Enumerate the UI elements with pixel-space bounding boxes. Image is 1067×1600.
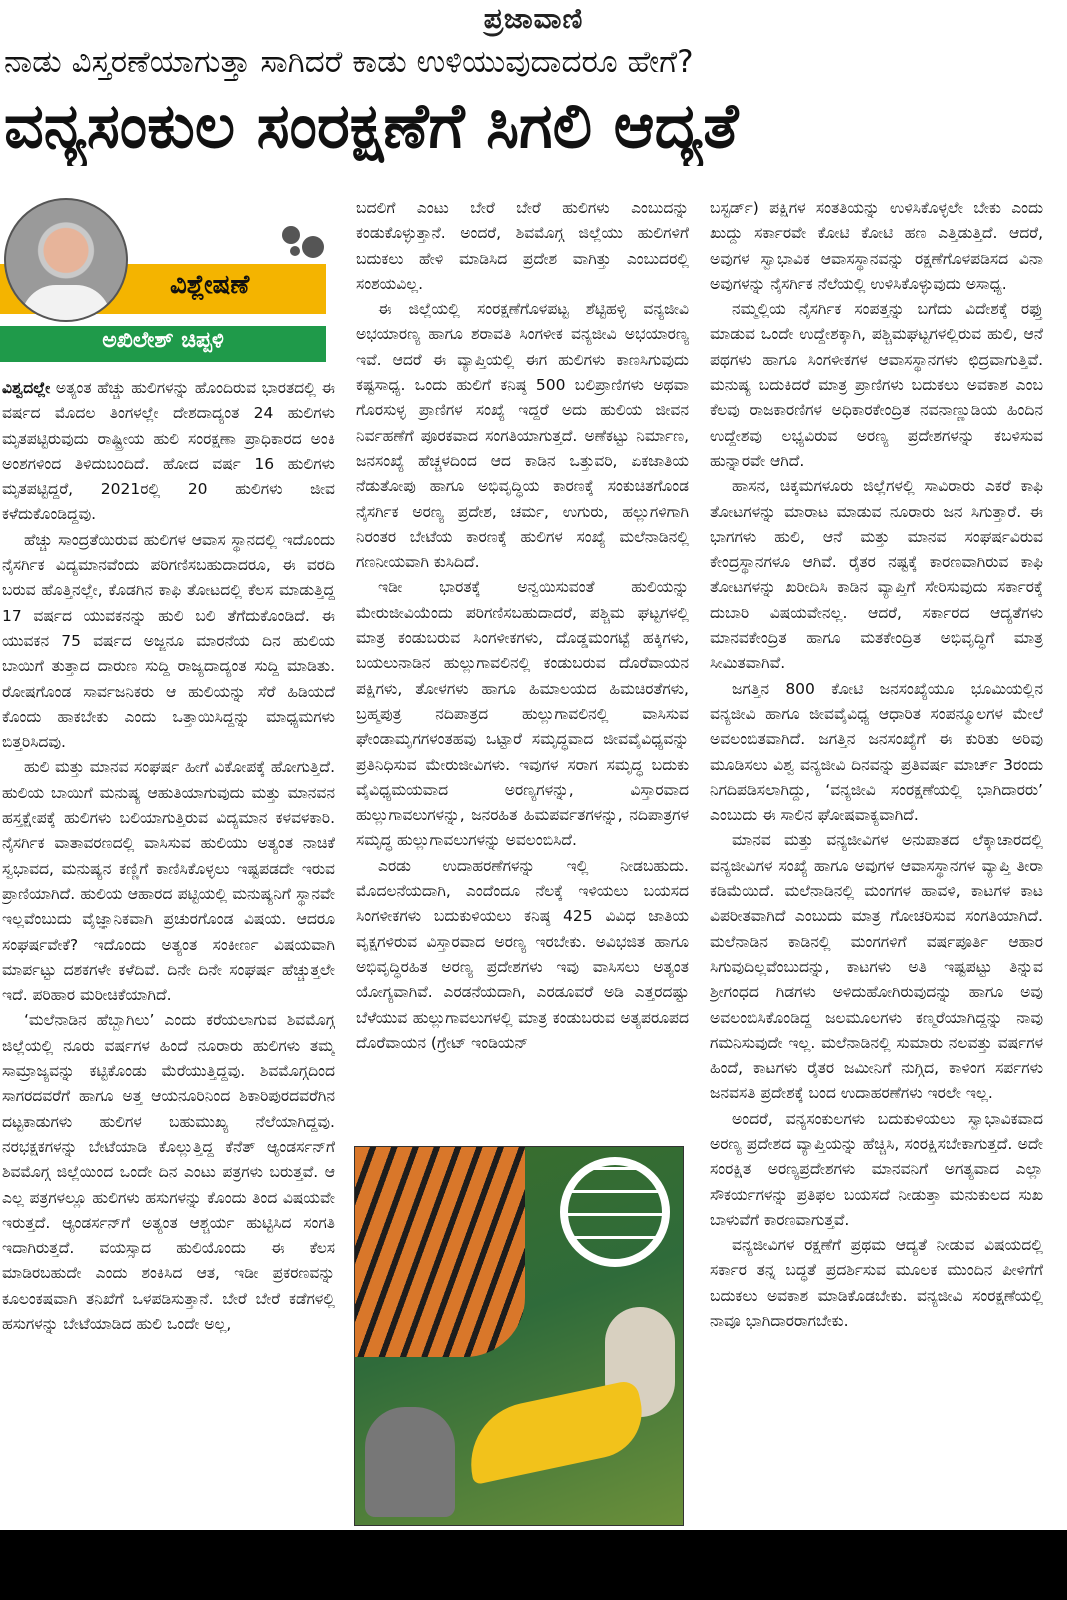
globe-emblem-icon <box>560 1157 670 1267</box>
author-name: ಅಖಿಲೇಶ್ ಚಿಪ್ಪಳಿ <box>102 328 224 353</box>
bottom-black-bar <box>0 1530 1067 1600</box>
article-headline: ವನ್ಯಸಂಕುಲ ಸಂರಕ್ಷಣೆಗೆ ಸಿಗಲಿ ಆದ್ಯತೆ <box>4 89 739 162</box>
lead-word: ವಿಶ್ವದಲ್ಲೇ <box>2 379 51 397</box>
article-paragraph: ಬದಲಿಗೆ ಎಂಟು ಬೇರೆ ಬೇರೆ ಹುಲಿಗಳು ಎಂಬುದನ್ನು ಕಂಡುಕೊಳ್ಳುತ್ತಾನೆ. ಅಂದರೆ, ಶಿವಮೊಗ್ಗ ಜಿಲ್ಲೆಯು ಹುಲಿಗಳಿಗೆ ಬದುಕಲು ಹೇಳಿ ಮಾಡಿಸಿದ ಪ್ರದೇಶ ವಾಗಿತ್ತು ಎಂಬುದರಲ್ಲಿ ಸಂಶಯವಿಲ್ಲ. <box>356 199 689 293</box>
article-column-3 <box>710 196 1043 1528</box>
article-paragraph: ಇಡೀ ಭಾರತಕ್ಕೆ ಅನ್ವಯಿಸುವಂತೆ ಹುಲಿಯನ್ನು ಮೇರುಜೀವಿಯೆಂದು ಪರಿಗಣಿಸಬಹುದಾದರೆ, ಪಶ್ಚಿಮ ಘಟ್ಟಗಳಲ್ಲಿ ಮಾತ್ರ ಕಂಡುಬರುವ ಸಿಂಗಳೀಕಗಳು, ದೊಡ್ಡಮಂಗಟ್ಟೆ ಹಕ್ಕಿಗಳು, ಬಯಲುನಾಡಿನ ಹುಲ್ಲುಗಾವಲಿನಲ್ಲಿ ಕಂಡುಬರುವ ದೊರೆವಾಯನ ಪಕ್ಷಿಗಳು, ತೋಳಗಳು ಹಾಗೂ ಹಿಮಾಲಯದ ಹಿಮಚಿರತೆಗಳು, ಬ್ರಹ್ಮಪುತ್ರ ನದಿಪಾತ್ರದ ಹುಲ್ಲುಗಾವಲಿನಲ್ಲಿ ವಾಸಿಸುವ ಘೇಂಡಾಮೃಗಗಳಂತಹವು ಒಟ್ಟಾರೆ ಸಮೃದ್ಧವಾದ ಜೀವವೈವಿಧ್ಯವನ್ನು ಪ್ರತಿನಿಧಿಸುವ ಮೇರುಜೀವಿಗಳು. ಇವುಗಳ ಸರಾಗ ಸಮೃದ್ಧ ಬದುಕು ವೈವಿಧ್ಯಮಯವಾದ ಅರಣ್ಯಗಳನ್ನು, ವಿಸ್ತಾರವಾದ ಹುಲ್ಲುಗಾವಲುಗಳನ್ನು, ಜನರಹಿತ ಹಿಮಪರ್ವತಗಳನ್ನು, ನದಿಪಾತ್ರಗಳ ಸಮೃದ್ಧ ಹುಲ್ಲುಗಾವಲುಗಳನ್ನು ಅವಲಂಬಿಸಿದೆ. <box>356 578 689 850</box>
article-paragraph <box>2 376 335 528</box>
article-paragraph: ನಮ್ಮಲ್ಲಿಯ ನೈಸರ್ಗಿಕ ಸಂಪತ್ತನ್ನು ಬಗೆದು ವಿದೇಶಕ್ಕೆ ರಫ್ತು ಮಾಡುವ ಒಂದೇ ಉದ್ದೇಶಕ್ಕಾಗಿ, ಪಶ್ಚಿಮಘಟ್ಟಗಳಲ್ಲಿರುವ ಹುಲಿ, ಆನೆ ಪಥಗಳು ಹಾಗೂ ಸಿಂಗಳೀಕಗಳ ಆವಾಸಸ್ಥಾನಗಳು ಛಿದ್ರವಾಗುತ್ತಿವೆ. ಮನುಷ್ಯ ಬದುಕಿದರೆ ಮಾತ್ರ ಪ್ರಾಣಿಗಳು ಬದುಕಲು ಅವಕಾಶ ಎಂಬ ಕೆಲವು ರಾಜಕಾರಣಿಗಳ ಅಧಿಕಾರಕೇಂದ್ರಿತ ನವನಾಣ್ಣುಡಿಯ ಹಿಂದಿನ ಉದ್ದೇಶವು ಲಭ್ಯವಿರುವ ಅರಣ್ಯ ಪ್ರದೇಶಗಳನ್ನು ಕಬಳಿಸುವ ಹುನ್ನಾರವೇ ಆಗಿದೆ. <box>710 300 1043 470</box>
author-block <box>0 196 330 366</box>
article-paragraph: ಜಗತ್ತಿನ 800 ಕೋಟಿ ಜನಸಂಖ್ಯೆಯೂ ಭೂಮಿಯಲ್ಲಿನ ವನ್ಯಜೀವಿ ಹಾಗೂ ಜೀವವೈವಿಧ್ಯ ಆಧಾರಿತ ಸಂಪನ್ಮೂಲಗಳ ಮೇಲೆ ಅವಲಂಬಿತವಾಗಿದೆ. ಜಗತ್ತಿನ ಜನಸಂಖ್ಯೆಗೆ ಈ ಕುರಿತು ಅರಿವು ಮೂಡಿಸಲು ವಿಶ್ವ ವನ್ಯಜೀವಿ ದಿನವನ್ನು ಪ್ರತಿವರ್ಷ ಮಾರ್ಚ್ 3ರಂದು ನಿಗದಿಪಡಿಸಲಾಗಿದ್ದು, ‘ವನ್ಯಜೀವಿ ಸಂರಕ್ಷಣೆಯಲ್ಲಿ ಭಾಗಿದಾರರು’ ಎಂಬುದು ಈ ಸಾಲಿನ ಘೋಷವಾಕ್ಯವಾಗಿದೆ. <box>710 679 1043 825</box>
hornbill-illustration <box>460 1379 651 1485</box>
article-paragraph: ವನ್ಯಜೀವಿಗಳ ರಕ್ಷಣೆಗೆ ಪ್ರಥಮ ಆದ್ಯತೆ ನೀಡುವ ವಿಷಯದಲ್ಲಿ ಸರ್ಕಾರ ತನ್ನ ಬದ್ಧತೆ ಪ್ರದರ್ಶಿಸುವ ಮೂಲಕ ಮುಂದಿನ ಪೀಳಿಗೆಗೆ ಬದುಕಲು ಅವಕಾಶ ಮಾಡಿಕೊಡಬೇಕು. ವನ್ಯಜೀವಿ ಸಂರಕ್ಷಣೆಯಲ್ಲಿ ನಾವೂ ಭಾಗಿದಾರರಾಗಬೇಕು. <box>710 1236 1043 1331</box>
author-photo <box>4 198 128 322</box>
article-paragraph: ಹೆಚ್ಚು ಸಾಂದ್ರತೆಯಿರುವ ಹುಲಿಗಳ ಆವಾಸ ಸ್ಥಾನದಲ್ಲಿ ಇದೊಂದು ನೈಸರ್ಗಿಕ ವಿದ್ಯಮಾನವೆಂದು ಪರಿಗಣಿಸಬಹುದಾದರೂ, ಈ ವರದಿ ಬರುವ ಹೊತ್ತಿನಲ್ಲೇ, ಕೊಡಗಿನ ಕಾಫಿ ತೋಟದಲ್ಲಿ ಕೆಲಸ ಮಾಡುತ್ತಿದ್ದ 17 ವರ್ಷದ ಯುವಕನನ್ನು ಹುಲಿ ಬಲಿ ತೆಗೆದುಕೊಂಡಿದೆ. ಈ ಯುವಕನ 75 ವರ್ಷದ ಅಜ್ಜನೂ ಮಾರನೆಯ ದಿನ ಹುಲಿಯ ಬಾಯಿಗೆ ತುತ್ತಾದ ದಾರುಣ ಸುದ್ದಿ ರಾಜ್ಯದಾದ್ಯಂತ ಸುದ್ದಿ ಮಾಡಿತು. ರೋಷಗೊಂಡ ಸಾರ್ವಜನಿಕರು ಆ ಹುಲಿಯನ್ನು ಸೆರೆ ಹಿಡಿಯದೆ ಕೊಂದು ಹಾಕಬೇಕು ಎಂದು ಒತ್ತಾಯಿಸಿದ್ದನ್ನು ಮಾಧ್ಯಮಗಳು ಬಿತ್ತರಿಸಿದವು. <box>2 530 335 752</box>
article-paragraph: ಅಂದರೆ, ವನ್ಯಸಂಕುಲಗಳು ಬದುಕುಳಿಯಲು ಸ್ವಾಭಾವಿಕವಾದ ಅರಣ್ಯ ಪ್ರದೇಶದ ವ್ಯಾಪ್ತಿಯನ್ನು ಹೆಚ್ಚಿಸಿ, ಸಂರಕ್ಷಿಸಬೇಕಾಗುತ್ತದೆ. ಅದೇ ಸಂರಕ್ಷಿತ ಅರಣ್ಯಪ್ರದೇಶಗಳು ಮಾನವನಿಗೆ ಅಗತ್ಯವಾದ ಎಲ್ಲಾ ಸೌಕರ್ಯಗಳನ್ನು ಪ್ರತಿಫಲ ಬಯಸದೆ ನೀಡುತ್ತಾ ಮನುಕುಲದ ಸುಖ ಬಾಳುವೆಗೆ ಕಾರಣವಾಗುತ್ತವೆ. <box>710 1109 1043 1229</box>
decorative-dot-icon <box>302 236 324 258</box>
article-paragraph: ಎರಡು ಉದಾಹರಣೆಗಳನ್ನು ಇಲ್ಲಿ ನೀಡಬಹುದು. ಮೊದಲನೆಯದಾಗಿ, ಎಂದೆಂದೂ ನೆಲಕ್ಕೆ ಇಳಿಯಲು ಬಯಸದ ಸಿಂಗಳೀಕಗಳು ಬದುಕುಳಿಯಲು ಕನಿಷ್ಠ 425 ವಿವಿಧ ಜಾತಿಯ ವೃಕ್ಷಗಳಿರುವ ವಿಸ್ತಾರವಾದ ಅರಣ್ಯ ಇರಬೇಕು. ಅವಿಭಜಿತ ಹಾಗೂ ಅಭಿವೃದ್ಧಿರಹಿತ ಅರಣ್ಯ ಪ್ರದೇಶಗಳು ಇವು ವಾಸಿಸಲು ಅತ್ಯಂತ ಯೋಗ್ಯವಾಗಿವೆ. ಎರಡನೆಯದಾಗಿ, ಎರಡೂವರೆ ಅಡಿ ಎತ್ತರದಷ್ಟು ಬೆಳೆಯುವ ಹುಲ್ಲುಗಾವಲುಗಳಲ್ಲಿ ಮಾತ್ರ ಕಂಡುಬರುವ ಅತ್ಯಪರೂಪದ ದೊರೆವಾಯನ (ಗ್ರೇಟ್ ಇಂಡಿಯನ್ <box>356 856 689 1052</box>
article-paragraph: ಹುಲಿ ಮತ್ತು ಮಾನವ ಸಂಘರ್ಷ ಹೀಗೆ ವಿಕೋಪಕ್ಕೆ ಹೋಗುತ್ತಿದೆ. ಹುಲಿಯ ಬಾಯಿಗೆ ಮನುಷ್ಯ ಆಹುತಿಯಾಗುವುದು ಮತ್ತು ಮಾನವನ ಹಸ್ತಕ್ಷೇಪಕ್ಕೆ ಹುಲಿಗಳು ಬಲಿಯಾಗುತ್ತಿರುವ ವಿದ್ಯಮಾನ ಕಳವಳಕಾರಿ. ನೈಸರ್ಗಿಕ ವಾತಾವರಣದಲ್ಲಿ ವಾಸಿಸುವ ಹುಲಿಯು ಅತ್ಯಂತ ನಾಚಿಕೆ ಸ್ವಭಾವದ, ಮನುಷ್ಯನ ಕಣ್ಣಿಗೆ ಕಾಣಿಸಿಕೊಳ್ಳಲು ಇಷ್ಟಪಡದೇ ಇರುವ ಪ್ರಾಣಿಯಾಗಿದೆ. ಹುಲಿಯ ಆಹಾರದ ಪಟ್ಟಿಯಲ್ಲಿ ಮನುಷ್ಯನಿಗೆ ಸ್ಥಾನವೇ ಇಲ್ಲವೆಂಬುದು ವೈಜ್ಞಾನಿಕವಾಗಿ ಪ್ರಚುರಗೊಂಡ ವಿಷಯ. ಆದರೂ ಸಂಘರ್ಷವೇಕೆ? ಇದೊಂದು ಅತ್ಯಂತ ಸಂಕೀರ್ಣ ವಿಷಯವಾಗಿ ಮಾರ್ಪಟ್ಟು ದಶಕಗಳೇ ಕಳೆದಿವೆ. ದಿನೇ ದಿನೇ ಸಂಘರ್ಷ ಹೆಚ್ಚುತ್ತಲೇ ಇದೆ. ಪರಿಹಾರ ಮರೀಚಿಕೆಯಾಗಿದೆ. <box>2 758 335 1005</box>
paragraph-text: ಅತ್ಯಂತ ಹೆಚ್ಚು ಹುಲಿಗಳನ್ನು ಹೊಂದಿರುವ ಭಾರತದಲ್ಲಿ ಈ ವರ್ಷದ ಮೊದಲ ತಿಂಗಳಲ್ಲೇ ದೇಶದಾದ್ಯಂತ 24 ಹುಲಿಗಳು ಮೃತಪಟ್ಟಿರುವುದು ರಾಷ್ಟ್ರೀಯ ಹುಲಿ ಸಂರಕ್ಷಣಾ ಪ್ರಾಧಿಕಾರದ ಅಂಕಿ ಅಂಶಗಳಿಂದ ತಿಳಿದುಬಂದಿದೆ. ಹೋದ ವರ್ಷ 16 ಹುಲಿಗಳು ಮೃತಪಟ್ಟಿದ್ದರೆ, 2021ರಲ್ಲಿ 20 ಹುಲಿಗಳು ಜೀವ ಕಳೆದುಕೊಂಡಿದ್ದವು. <box>2 379 335 524</box>
article-paragraph: ಈ ಜಿಲ್ಲೆಯಲ್ಲಿ ಸಂರಕ್ಷಣೆಗೊಳಪಟ್ಟ ಶೆಟ್ಟಿಹಳ್ಳಿ ವನ್ಯಜೀವಿ ಅಭಯಾರಣ್ಯ ಹಾಗೂ ಶರಾವತಿ ಸಿಂಗಳೀಕ ವನ್ಯಜೀವಿ ಅಭಯಾರಣ್ಯ ಇವೆ. ಆದರೆ ಈ ವ್ಯಾಪ್ತಿಯಲ್ಲಿ ಈಗ ಹುಲಿಗಳು ಕಾಣಸಿಗುವುದು ಕಷ್ಟಸಾಧ್ಯ. ಒಂದು ಹುಲಿಗೆ ಕನಿಷ್ಠ 500 ಬಲಿಪ್ರಾಣಿಗಳು ಅಥವಾ ಗೊರಸುಳ್ಳ ಪ್ರಾಣಿಗಳ ಸಂಖ್ಯೆ ಇದ್ದರೆ ಅದು ಹುಲಿಯ ಜೀವನ ನಿರ್ವಹಣೆಗೆ ಪೂರಕವಾದ ಸಂಗತಿಯಾಗುತ್ತದೆ. ಅಣೆಕಟ್ಟು ನಿರ್ಮಾಣ, ಜನಸಂಖ್ಯೆ ಹೆಚ್ಚಳದಿಂದ ಆದ ಕಾಡಿನ ಒತ್ತುವರಿ, ಏಕಜಾತಿಯ ನೆಡುತೋಪು ಹಾಗೂ ಅಭಿವೃದ್ಧಿಯ ಕಾರಣಕ್ಕೆ ಸಂಕುಚಿತಗೊಂಡ ನೈಸರ್ಗಿಕ ಅರಣ್ಯ ಪ್ರದೇಶ, ಚರ್ಮ, ಉಗುರು, ಹಲ್ಲುಗಳಿಗಾಗಿ ನಿರಂತರ ಬೇಟೆಯ ಕಾರಣಕ್ಕೆ ಹುಲಿಗಳ ಸಂಖ್ಯೆ ಮಲೆನಾಡಿನಲ್ಲಿ ಗಣನೀಯವಾಗಿ ಕುಸಿದಿದೆ. <box>356 300 689 572</box>
decorative-dot-icon <box>290 246 300 256</box>
article-paragraph: ಬಸ್ಟರ್ಡ್) ಪಕ್ಷಿಗಳ ಸಂತತಿಯನ್ನು ಉಳಿಸಿಕೊಳ್ಳಲೇ ಬೇಕು ಎಂದು ಖುದ್ದು ಸರ್ಕಾರವೇ ಕೋಟಿ ಕೋಟಿ ಹಣ ಎತ್ತಿಡುತ್ತಿದೆ. ಆದರೆ, ಅವುಗಳ ಸ್ವಾಭಾವಿಕ ಆವಾಸಸ್ಥಾನವನ್ನು ರಕ್ಷಣೆಗೊಳಪಡಿಸದ ವಿನಾ ಅವುಗಳನ್ನು ನೈಸರ್ಗಿಕ ನೆಲೆಯಲ್ಲಿ ಉಳಿಸಿಕೊಳ್ಳುವುದು ಅಸಾಧ್ಯ. <box>710 199 1043 293</box>
article-column-2 <box>356 196 689 1141</box>
article-column-1 <box>2 376 335 1528</box>
wolf-illustration <box>365 1407 455 1517</box>
decorative-dot-icon <box>282 226 300 244</box>
newspaper-masthead: ಪ್ರಜಾವಾಣಿ <box>483 2 584 35</box>
wildlife-collage-image <box>354 1146 684 1526</box>
tiger-illustration <box>355 1147 525 1357</box>
section-label: ವಿಶ್ಲೇಷಣೆ <box>170 270 250 300</box>
article-paragraph: ‘ಮಲೆನಾಡಿನ ಹೆಬ್ಬಾಗಿಲು’ ಎಂದು ಕರೆಯಲಾಗುವ ಶಿವಮೊಗ್ಗ ಜಿಲ್ಲೆಯಲ್ಲಿ ನೂರು ವರ್ಷಗಳ ಹಿಂದೆ ನೂರಾರು ಹುಲಿಗಳು ತಮ್ಮ ಸಾಮ್ರಾಜ್ಯವನ್ನು ಕಟ್ಟಿಕೊಂಡು ಮೆರೆಯುತ್ತಿದ್ದವು. ಶಿವಮೊಗ್ಗದಿಂದ ಸಾಗರದವರೆಗೆ ಹಾಗೂ ಅತ್ತ ಆಯನೂರಿನಿಂದ ಶಿಕಾರಿಪುರದವರೆಗಿನ ದಟ್ಟಕಾಡುಗಳು ಹುಲಿಗಳ ಬಹುಮುಖ್ಯ ನೆಲೆಯಾಗಿದ್ದವು. ನರಭಕ್ಷಕಗಳನ್ನು ಬೇಟೆಯಾಡಿ ಕೊಲ್ಲುತ್ತಿದ್ದ ಕೆನೆತ್ ಆ್ಯಂಡರ್ಸನ್‌ಗೆ ಶಿವಮೊಗ್ಗ ಜಿಲ್ಲೆಯಿಂದ ಒಂದೇ ದಿನ ಎಂಟು ಪತ್ರಗಳು ಬರುತ್ತವೆ. ಆ ಎಲ್ಲ ಪತ್ರಗಳಲ್ಲೂ ಹುಲಿಗಳು ಹಸುಗಳನ್ನು ಕೊಂದು ತಿಂದ ವಿಷಯವೇ ಇರುತ್ತದೆ. ಆ್ಯಂಡರ್ಸನ್‌ಗೆ ಅತ್ಯಂತ ಆಶ್ಚರ್ಯ ಹುಟ್ಟಿಸಿದ ಸಂಗತಿ ಇದಾಗಿರುತ್ತದೆ. ವಯಸ್ಸಾದ ಹುಲಿಯೊಂದು ಈ ಕೆಲಸ ಮಾಡಿರಬಹುದೇ ಎಂದು ಶಂಕಿಸಿದ ಆತ, ಇಡೀ ಪ್ರಕರಣವನ್ನು ಕೂಲಂಕಷವಾಗಿ ತನಿಖೆಗೆ ಒಳಪಡಿಸುತ್ತಾನೆ. ಬೇರೆ ಬೇರೆ ಕಡೆಗಳಲ್ಲಿ ಹಸುಗಳನ್ನು ಬೇಟೆಯಾಡಿದ ಹುಲಿ ಒಂದೇ ಅಲ್ಲ, <box>2 1011 335 1333</box>
article-paragraph: ಮಾನವ ಮತ್ತು ವನ್ಯಜೀವಿಗಳ ಅನುಪಾತದ ಲೆಕ್ಕಾಚಾರದಲ್ಲಿ ವನ್ಯಜೀವಿಗಳ ಸಂಖ್ಯೆ ಹಾಗೂ ಅವುಗಳ ಆವಾಸಸ್ಥಾನಗಳ ವ್ಯಾಪ್ತಿ ತೀರಾ ಕಡಿಮೆಯಿದೆ. ಮಲೆನಾಡಿನಲ್ಲಿ ಮಂಗಗಳ ಹಾವಳಿ, ಕಾಟಗಳ ಕಾಟ ವಿಪರೀತವಾಗಿದೆ ಎಂಬುದು ಮಾತ್ರ ಗೋಚರಿಸುವ ಸಂಗತಿಯಾಗಿದೆ. ಮಲೆನಾಡಿನ ಕಾಡಿನಲ್ಲಿ ಮಂಗಗಳಿಗೆ ವರ್ಷಪೂರ್ತಿ ಆಹಾರ ಸಿಗುವುದಿಲ್ಲವೆಂಬುದನ್ನು, ಕಾಟಗಳು ಅತಿ ಇಷ್ಟಪಟ್ಟು ತಿನ್ನುವ ಶ್ರೀಗಂಧದ ಗಿಡಗಳು ಅಳಿದುಹೋಗಿರುವುದನ್ನು ಹಾಗೂ ಅವು ಅವಲಂಬಿಸಿಕೊಂಡಿದ್ದ ಜಲಮೂಲಗಳು ಕಣ್ಮರೆಯಾಗಿದ್ದನ್ನು ನಾವು ಗಮನಿಸುವುದೇ ಇಲ್ಲ. ಮಲೆನಾಡಿನಲ್ಲಿ ಸುಮಾರು ನಲವತ್ತು ವರ್ಷಗಳ ಹಿಂದೆ, ಕಾಟಗಳು ರೈತರ ಜಮೀನಿಗೆ ನುಗ್ಗಿದ, ಕಾಳಿಂಗ ಸರ್ಪಗಳು ಜನವಸತಿ ಪ್ರದೇಶಕ್ಕೆ ಬಂದ ಉದಾಹರಣೆಗಳು ಇರಲೇ ಇಲ್ಲ. <box>710 831 1043 1103</box>
article-paragraph: ಹಾಸನ, ಚಿಕ್ಕಮಗಳೂರು ಜಿಲ್ಲೆಗಳಲ್ಲಿ ಸಾವಿರಾರು ಎಕರೆ ಕಾಫಿ ತೋಟಗಳನ್ನು ಮಾರಾಟ ಮಾಡುವ ನೂರಾರು ಜನ ಸಿಗುತ್ತಾರೆ. ಈ ಭಾಗಗಳು ಹುಲಿ, ಆನೆ ಮತ್ತು ಮಾನವ ಸಂಘರ್ಷವಿರುವ ಕೇಂದ್ರಸ್ಥಾನಗಳೂ ಆಗಿವೆ. ರೈತರ ನಷ್ಟಕ್ಕೆ ಕಾರಣವಾಗಿರುವ ಕಾಫಿ ತೋಟಗಳನ್ನು ಖರೀದಿಸಿ ಕಾಡಿನ ವ್ಯಾಪ್ತಿಗೆ ಸೇರಿಸುವುದು ಸರ್ಕಾರಕ್ಕೆ ದುಬಾರಿ ವಿಷಯವೇನಲ್ಲ. ಆದರೆ, ಸರ್ಕಾರದ ಆದ್ಯತೆಗಳು ಮಾನವಕೇಂದ್ರಿತ ಹಾಗೂ ಮತಕೇಂದ್ರಿತ ಅಭಿವೃದ್ಧಿಗೆ ಮಾತ್ರ ಸೀಮಿತವಾಗಿವೆ. <box>710 477 1043 673</box>
article-kicker: ನಾಡು ವಿಸ್ತರಣೆಯಾಗುತ್ತಾ ಸಾಗಿದರೆ ಕಾಡು ಉಳಿಯುವುದಾದರೂ ಹೇಗೆ? <box>4 44 694 80</box>
